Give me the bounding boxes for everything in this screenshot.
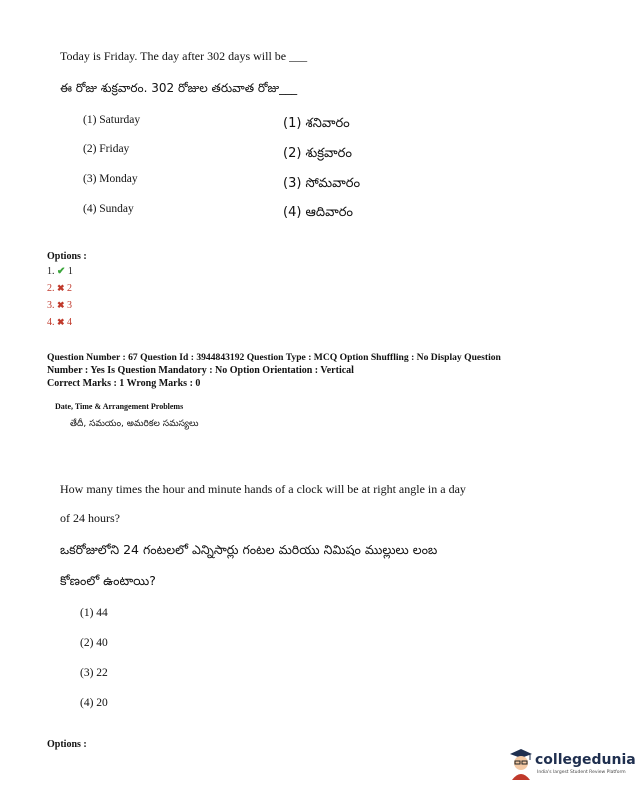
option-value: 1: [67, 266, 73, 277]
choice-english-3: (3) Monday: [83, 173, 138, 185]
question2-text-english-line1: How many times the hour and minute hands of a clock will be at right angle in a day: [60, 482, 466, 496]
option-number: 2.: [47, 283, 55, 294]
option-row-3: [47, 297, 73, 314]
option-number: 3.: [47, 300, 55, 311]
collegedunia-logo: [508, 746, 636, 780]
question2-text-telugu-line1: ఒకరోజులోని 24 గంటలలో ఎన్నిసార్లు గంటల మరియు నిమిషం ముల్లులు లంబ: [60, 542, 438, 557]
choice-2: (2) 40: [80, 637, 108, 649]
option-value: 4: [67, 317, 73, 328]
question-text-english: Today is Friday. The day after 302 days will be ___: [60, 49, 308, 63]
logo-tagline: India's largest Student Review Platform: [537, 770, 626, 775]
question-text-telugu: ఈ రోజు శుక్రవారం. 302 రోజుల తరువాత రోజు___: [60, 81, 298, 95]
option-number: 1.: [47, 266, 55, 277]
cross-icon: ✖: [57, 317, 65, 327]
cross-icon: ✖: [57, 300, 65, 310]
choice-english-2: (2) Friday: [83, 143, 130, 155]
choice-4: (4) 20: [80, 697, 108, 709]
question2-text-english-line2: of 24 hours?: [60, 511, 120, 525]
section-title-telugu: తేదీ, సమయం, అమరికల సమస్యలు: [70, 419, 199, 429]
check-icon: ✔: [57, 266, 66, 277]
logo-wordmark: collegedunia: [535, 752, 636, 768]
question-meta-line1: Question Number : 67 Question Id : 3944843192 Question Type : MCQ Option Shuffling : No Display Question: [47, 352, 501, 363]
option-value: 3: [67, 300, 73, 311]
options-list: [47, 264, 73, 331]
option-row-4: [47, 314, 73, 331]
option-number: 4.: [47, 317, 55, 328]
cross-icon: ✖: [57, 283, 65, 293]
choice-1: (1) 44: [80, 607, 108, 619]
section-title-english: Date, Time & Arrangement Problems: [55, 402, 184, 411]
question2-text-telugu-line2: కోణంలో ఉంటాయి?: [60, 573, 156, 588]
student-mascot-icon: [508, 746, 534, 780]
choice-english-1: (1) Saturday: [83, 114, 141, 126]
option-value: 2: [67, 283, 73, 294]
choice-telugu-4: (4) ఆదివారం: [283, 205, 354, 220]
choice-3: (3) 22: [80, 667, 108, 679]
choice-telugu-1: (1) శనివారం: [283, 116, 350, 131]
option-row-2: [47, 280, 73, 297]
choice-english-4: (4) Sunday: [83, 203, 134, 215]
option-row-1: [47, 264, 73, 280]
choice-telugu-2: (2) శుక్రవారం: [283, 146, 352, 161]
choice-telugu-3: (3) సోమవారం: [283, 176, 361, 191]
options2-heading: Options :: [47, 739, 87, 750]
question-marks: Correct Marks : 1 Wrong Marks : 0: [47, 378, 201, 389]
options-heading: Options :: [47, 251, 87, 262]
question-meta-line2: Number : Yes Is Question Mandatory : No Option Orientation : Vertical: [47, 365, 354, 376]
